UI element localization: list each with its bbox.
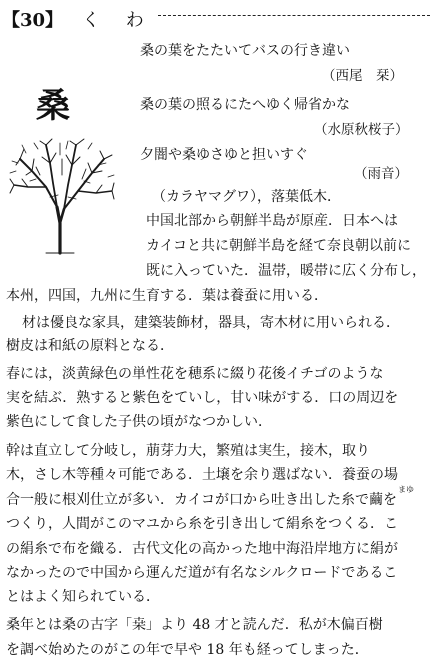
entry-kanji: 桑	[36, 86, 70, 126]
description-line-3: カイコと共に朝鮮半島を経て奈良朝以前に	[146, 238, 412, 254]
description-line-18: 桑年とは桑の古字「桒」より 48 才と読んだ．私が木偏百樹	[6, 617, 383, 633]
description-line-16: なかったので中国から運んだ道が有名なシルクロードであるこ	[6, 565, 398, 581]
ruby-annotation: まゆ	[398, 485, 414, 494]
description-line-6: 材は優良な家具，建築装飾材，器具，寄木材に用いられる．	[22, 315, 400, 331]
description-line-12: 木，さし木等種々可能である．土壌を余り選ばない．養蚕の場	[6, 467, 398, 483]
haiku-3-author: （雨音）	[354, 166, 408, 182]
description-line-4: 既に入っていた．温帯，暖帯に広く分布し，	[146, 263, 426, 279]
header-dashed-rule	[158, 15, 430, 16]
description-line-7: 樹皮は和紙の原料となる．	[6, 338, 174, 354]
haiku-3-text: 夕闇や桑ゆさゆと担いすぐ	[140, 147, 308, 163]
entry-reading: く わ	[82, 10, 154, 31]
description-line-11: 幹は直立して分岐し，萠芽力大，繁殖は実生，接木，取り	[6, 443, 370, 459]
haiku-1-author: （西尾 栞）	[322, 68, 403, 84]
entry-number: 【30】	[2, 10, 64, 31]
description-line-15: の絹糸で布を織る．古代文化の高かった地中海沿岸地方に絹が	[6, 541, 398, 557]
description-line-9: 実を結ぶ．熟すると紫色をていし，甘い味がする．口の周辺を	[6, 390, 399, 406]
mulberry-tree-illustration	[6, 135, 118, 255]
description-line-10: 紫色にして食した子供の頃がなつかしい．	[6, 414, 272, 430]
description-line-17: とはよく知られている．	[6, 589, 160, 605]
haiku-1-text: 桑の葉をたたいてバスの行き違い	[140, 43, 350, 59]
haiku-2-author: （水原秋桜子）	[314, 122, 409, 138]
description-line-5: 本州，四国，九州に生育する．葉は養蚕に用いる．	[6, 288, 328, 304]
description-line-2: 中国北部から朝鮮半島が原産．日本へは	[146, 213, 398, 229]
description-line-19: を調べ始めたのがこの年で早や 18 年も経ってしまった．	[6, 642, 369, 658]
description-line-13: 合一般に根刈仕立が多い．カイコが口から吐き出した糸で繭を	[6, 492, 398, 508]
description-line-1: （カラヤマグワ），落葉低木．	[152, 189, 341, 205]
description-line-8: 春には，淡黄緑色の単性花を穂系に綴り花後イチゴのような	[6, 366, 384, 382]
description-line-14: つくり，人間がこのマユから糸を引き出して絹糸をつくる．こ	[6, 516, 398, 532]
haiku-2-text: 桑の葉の照るにたへゆく帰省かな	[140, 97, 350, 113]
